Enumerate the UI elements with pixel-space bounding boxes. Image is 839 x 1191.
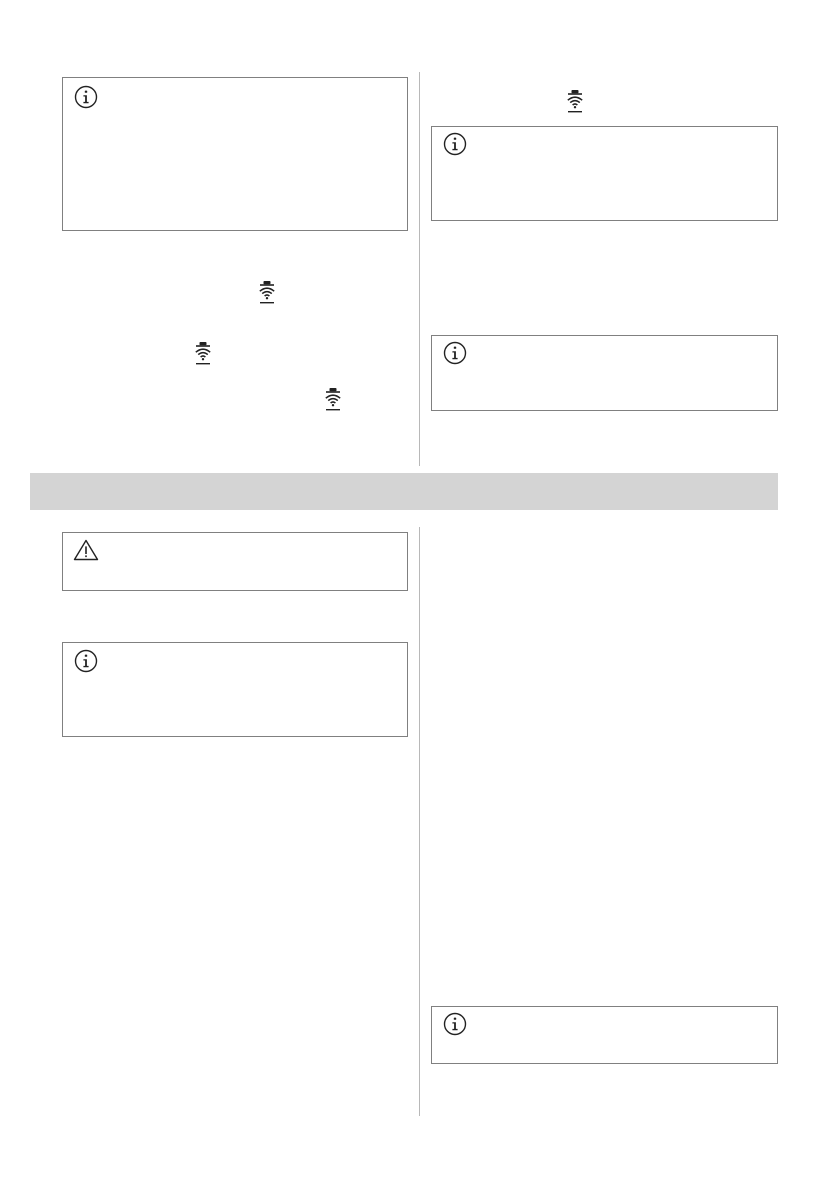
info-note-box bbox=[62, 77, 408, 231]
wifi-remote-icon bbox=[193, 341, 213, 365]
info-note-box bbox=[431, 335, 778, 411]
wifi-remote-icon bbox=[565, 89, 585, 113]
info-icon bbox=[74, 649, 98, 673]
warning-icon bbox=[73, 539, 99, 561]
info-note-box bbox=[431, 1006, 778, 1064]
info-icon bbox=[74, 85, 98, 109]
info-note-box bbox=[62, 642, 408, 737]
wifi-remote-icon bbox=[323, 387, 343, 411]
warning-note-box bbox=[62, 532, 408, 591]
info-note-box bbox=[431, 126, 778, 221]
section-header-band bbox=[30, 473, 778, 510]
wifi-remote-icon bbox=[257, 280, 277, 304]
info-icon bbox=[443, 132, 467, 156]
column-divider bbox=[419, 72, 420, 466]
info-icon bbox=[443, 341, 467, 365]
info-icon bbox=[443, 1012, 467, 1036]
column-divider bbox=[419, 527, 420, 1116]
